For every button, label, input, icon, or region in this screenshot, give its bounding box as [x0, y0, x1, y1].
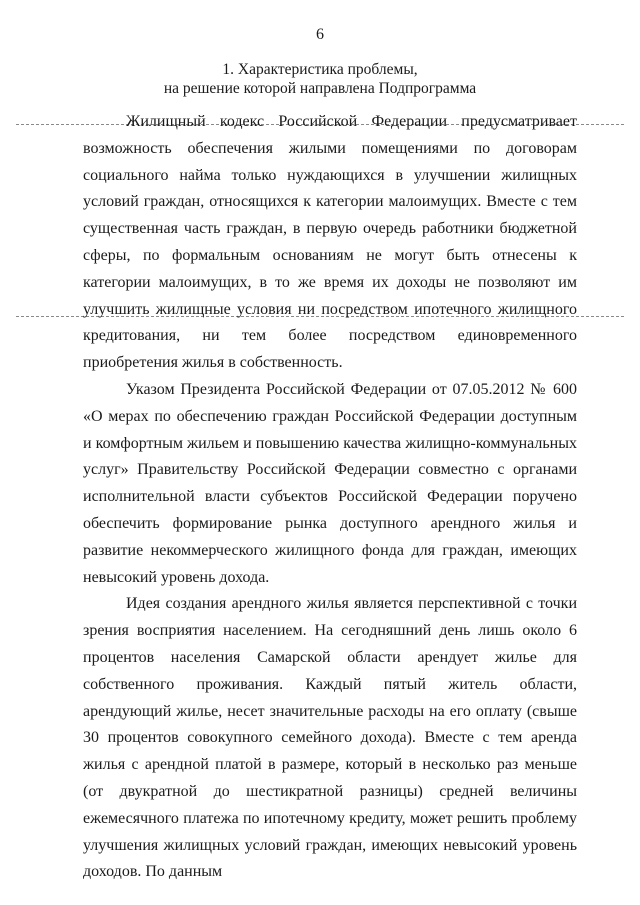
page-number: 6	[316, 26, 324, 43]
paragraph-2: Указом Президента Российской Федерации от 07.05.2012 № 600 «О мерах по обеспечению граждан Российской Федерации доступным и комфортным жильем и повышению качества жилищно-коммунальных услуг» Правительству Российской Федерации совместно с органами исполнительной власти субъектов Российской Федерации поручено обеспечить формирование рынка доступного арендного жилья и развитие некоммерческого жилищного фонда для граждан, имеющих невысокий уровень дохода.	[83, 380, 577, 586]
section-title-line-2: на решение которой направлена Подпрограмма	[163, 80, 477, 97]
paragraph-3: Идея создания арендного жилья является перспективной с точки зрения восприятия населением. На сегодняшний день лишь около 6 процентов населения Самарской области арендует жилье для собственного проживания. Каждый пятый житель области, арендующий жилье, несет значительные расходы на его оплату (свыше 30 процентов совокупного семейного дохода). Вместе с тем аренда жилья с арендной платой в размере, который в несколько раз меньше (от двукратной до шестикратной разницы) средней величины ежемесячного платежа по ипотечному кредиту, может решить проблему улучшения жилищных условий граждан, имеющих невысокий уровень доходов. По данным	[83, 595, 577, 881]
section-title	[0, 60, 640, 98]
section-title-line-1: 1. Характеристика проблемы,	[222, 61, 418, 78]
body-text	[83, 109, 577, 886]
paragraph-1: Жилищный кодекс Российской Федерации предусматривает возможность обеспечения жилыми помещениями по договорам социального найма только нуждающихся в улучшении жилищных условий граждан, относящихся к категории малоимущих. Вместе с тем существенная часть граждан, в первую очередь работники бюджетной сферы, по формальным основаниям не могут быть отнесены к категории малоимущих, в то же время их доходы не позволяют им улучшить жилищные условия ни посредством ипотечного жилищного кредитования, ни тем более посредством единовременного приобретения жилья в собственность.	[83, 113, 577, 372]
